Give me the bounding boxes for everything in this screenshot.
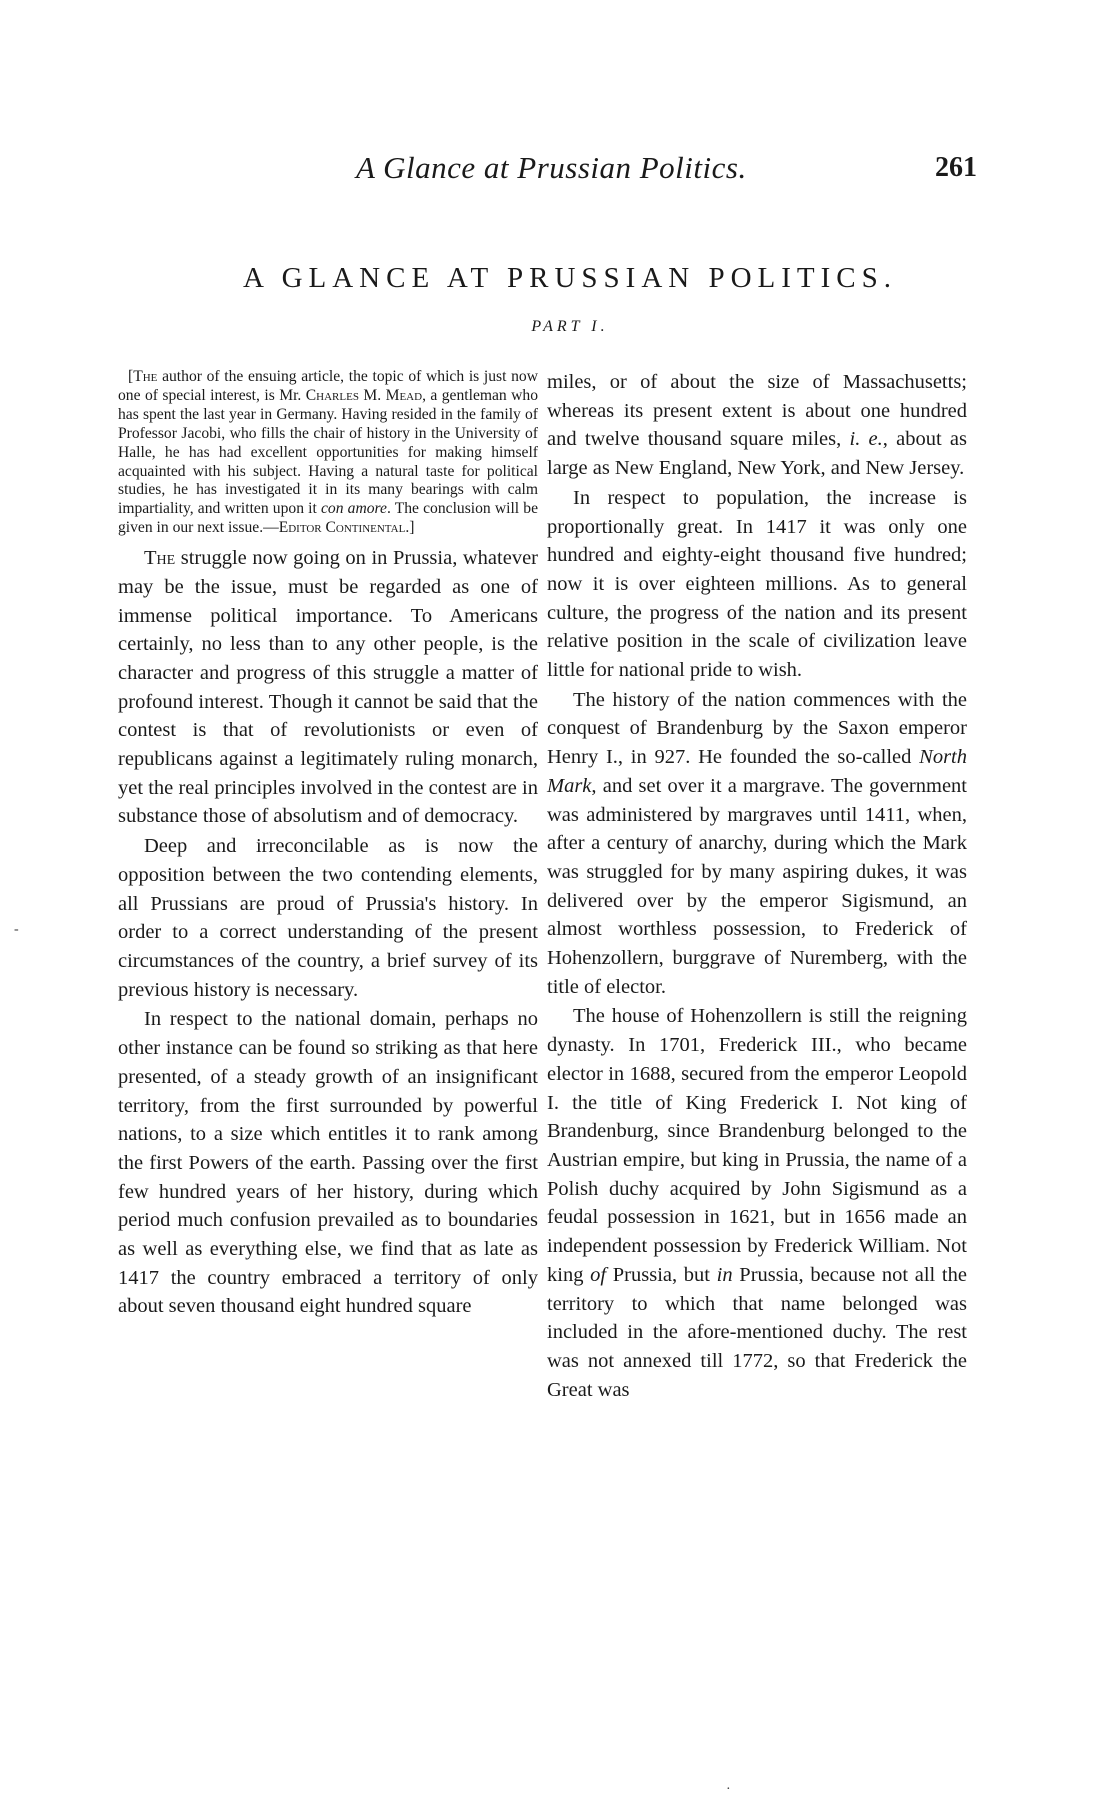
page-number: 261 [935, 152, 977, 183]
bottom-mark: · [726, 1782, 731, 1797]
article-title: A GLANCE AT PRUSSIAN POLITICS. [242, 262, 897, 294]
editor-note-first-word: The [133, 368, 158, 385]
editor-note-signature: Editor Continental [278, 519, 406, 537]
margin-dash-mark: - [14, 922, 19, 937]
editor-note [118, 368, 538, 538]
paragraph-6-text-b: Prussia, but [606, 1263, 717, 1286]
paragraph-3-cont-a: miles, or of about the size of Massachusetts; whereas its present extent is about one hundred and twelve thousand square miles, [547, 371, 967, 451]
right-column [547, 368, 967, 1404]
paragraph-6-text-a: The house of Hohenzollern is still the reigning dynasty. In 1701, Frederick III., who became elector in 1688, secured from the emperor Leopold I. the title of King Frederick I. Not king of Brandenburg, since Brandenburg belonged to the Austrian empire, but king in Prussia, the name of a Polish duchy acquired by John Sigismund as a feudal possession in 1621, but in 1656 made an independent possession by Frederick William. Not king [547, 1005, 967, 1286]
editor-note-con-amore: con amore [321, 500, 387, 518]
running-head-title: A Glance at Prussian Politics. [356, 150, 747, 185]
paragraph-3-ie: i. e. [849, 428, 883, 451]
editor-note-text-2: , a gentleman who has spent the last year in Germany. Having resided in the family of Professor Jacobi, who fills the chair of history in the University of Halle, he has had excellent opportunities for making himself acquainted with his subject. Having a natural taste for political studies, he has investigated it in its many bearings with calm impartiality, and written upon it [118, 386, 539, 518]
part-label: PART I. [531, 318, 609, 335]
paragraph-6-in: in [716, 1263, 733, 1286]
editor-note-text-3: . The conclusion will be given in our next issue.— [118, 500, 539, 537]
paragraph-3: In respect to the national domain, perhaps no other instance can be found so striking as that here presented, of a steady growth of an insignificant territory, from the first surrounded by powerful nations, to a size which entitles it to rank among the first Powers of the earth. Passing over the first few hundred years of her history, during which period much confusion prevailed as to boundaries as well as everything else, we find that as late as 1417 the country embraced a territory of only about seven thousand eight hundred square [118, 1008, 538, 1318]
left-column [118, 368, 538, 1321]
paragraph-1-first-word: The [144, 547, 176, 570]
paragraph-5-text-b: , and set over it a margrave. The government was administered by margraves until 1411, when, after a century of anarchy, during which the Mark was struggled for by many aspiring dukes, it was delivered over by the emperor Sigismund, an almost worthless possession, to Frederick of Hohenzollern, burggrave of Nuremberg, with the title of elector. [547, 774, 967, 998]
paragraph-1 [118, 544, 538, 831]
paragraph-1-text: struggle now going on in Prussia, whatever may be the issue, must be regarded as one of immense political importance. To Americans certainly, no less than to any other people, is the character and progress of this struggle a matter of profound interest. Though it cannot be said that the contest is that of revolutionists or even of republicans against a legitimately ruling monarch, yet the real principles involved in the contest are in substance those of absolutism and of democracy. [118, 547, 538, 828]
paragraph-6-of: of [590, 1263, 607, 1286]
editor-note-bracket: [ [128, 368, 134, 385]
paragraph-5-text-a: The history of the nation commences with the conquest of Brandenburg by the Saxon emperor Henry I., in 927. He founded the so-called [547, 688, 967, 769]
paragraph-6-text-c: Prussia, because not all the territory to which that name belonged was included in the afore-mentioned duchy. The rest was not annexed till 1772, so that Frederick the Great was [547, 1263, 967, 1401]
paragraph-2: Deep and irreconcilable as is now the opposition between the two contending elements, all Prussians are proud of Prussia's history. In order to a correct understanding of the present circumstances of the country, a brief survey of its previous history is necessary. [118, 835, 538, 1001]
paragraph-4: In respect to population, the increase is proportionally great. In 1417 it was only one hundred and eighty-eight thousand five hundred; now it is over eighteen millions. As to general culture, the progress of the nation and its present relative position in the scale of civilization leave little for national pride to wish. [547, 486, 967, 682]
editor-note-text-1: author of the ensuing article, the topic of which is just now one of special interest, is Mr. [118, 368, 538, 404]
editor-note-author: Charles M. Mead [305, 386, 423, 404]
paragraph-6 [547, 1002, 967, 1404]
editor-note-close: .] [405, 519, 415, 537]
paragraph-3-cont-b: , about as large as New England, New York, and New Jersey. [547, 428, 967, 480]
paragraph-5 [547, 686, 967, 1002]
paragraph-5-north-mark: North Mark [547, 746, 967, 797]
paragraph-3-continued [547, 368, 967, 483]
